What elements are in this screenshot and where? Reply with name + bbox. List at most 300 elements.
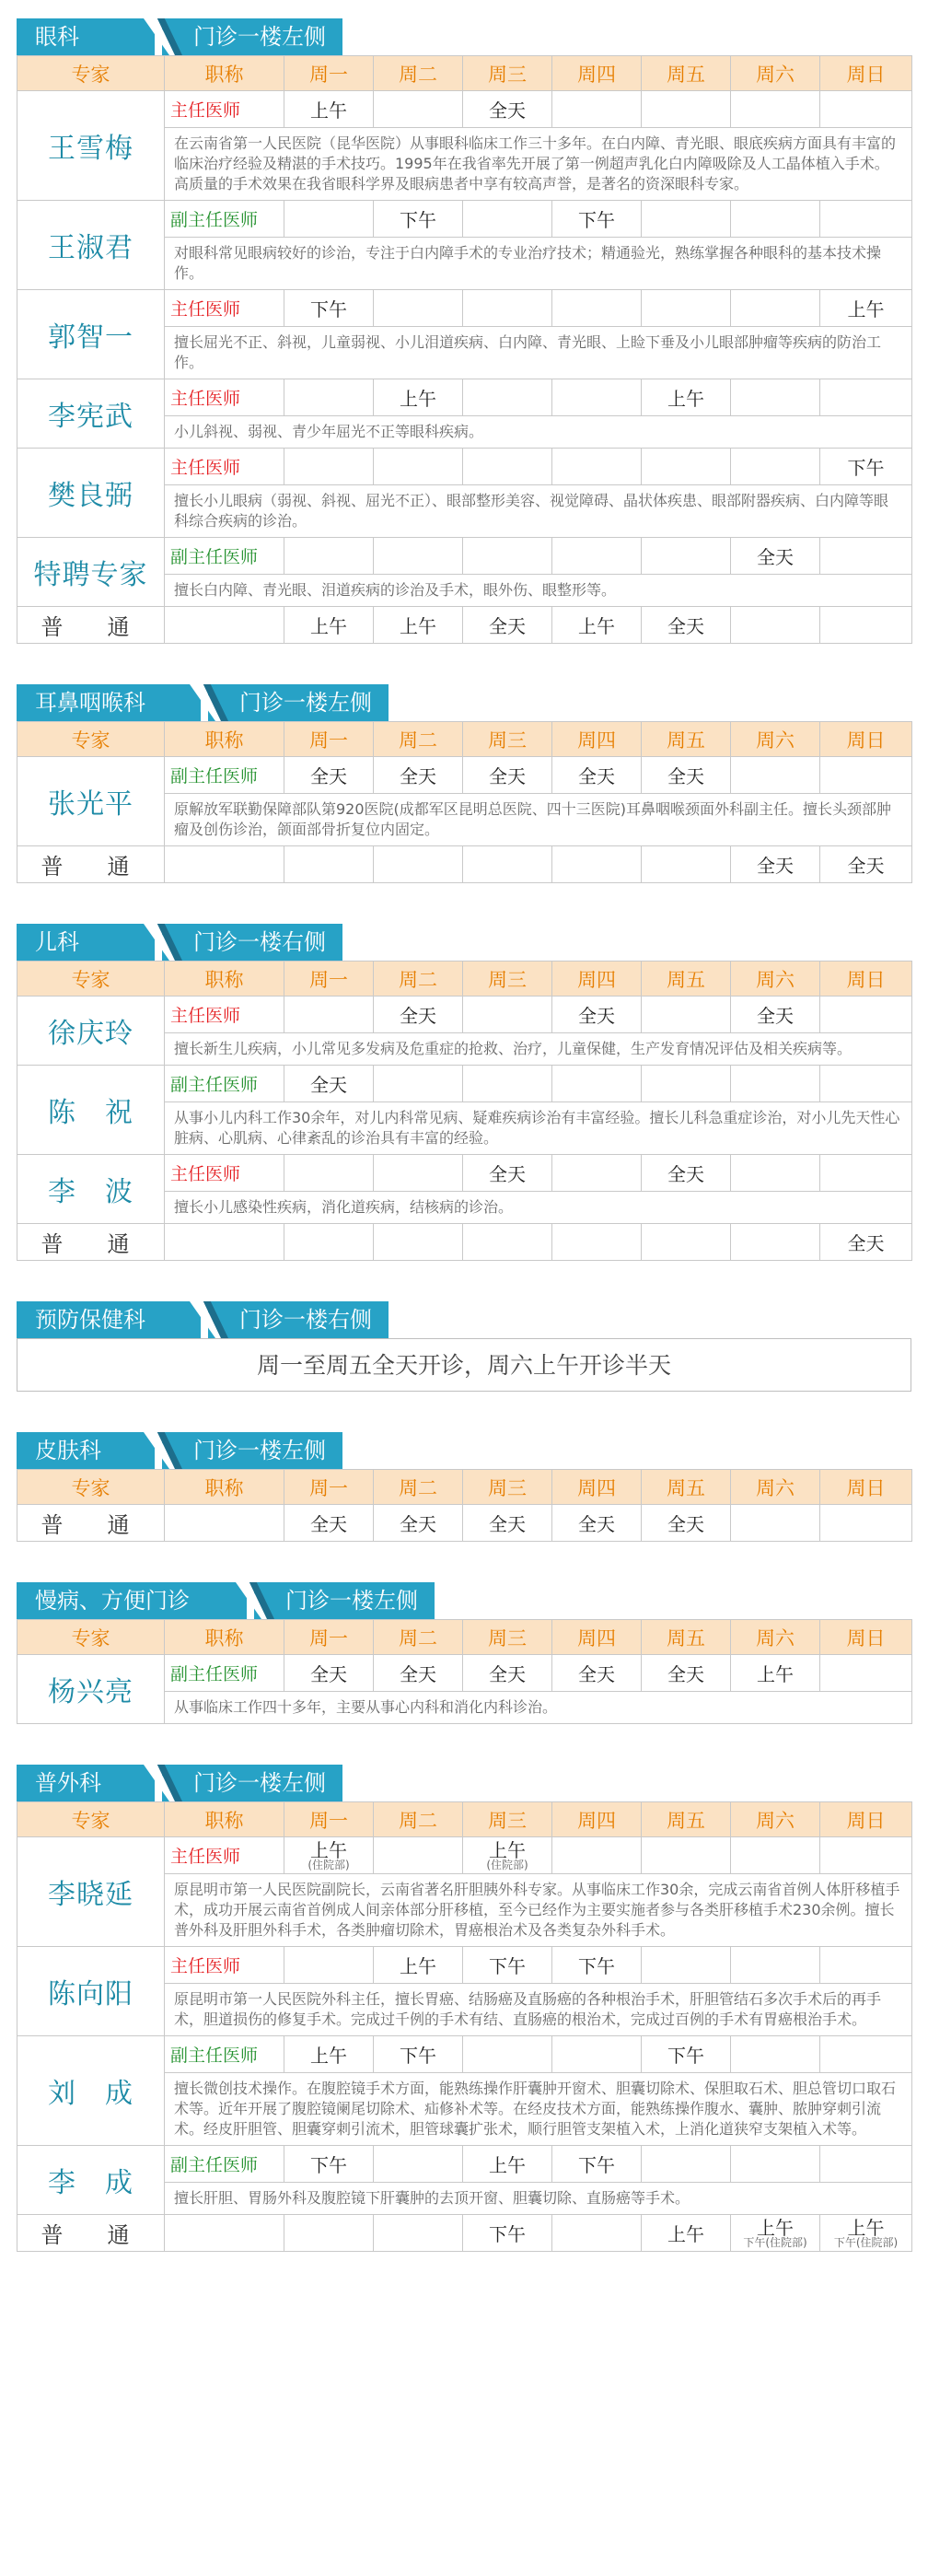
title-empty xyxy=(165,1224,284,1261)
column-header: 专家 xyxy=(17,1620,165,1655)
schedule-slot xyxy=(284,1947,374,1984)
schedule-slot[interactable]: 全天 xyxy=(642,607,731,644)
department-header xyxy=(17,1432,911,1469)
schedule-slot[interactable]: 下午 xyxy=(552,201,642,238)
schedule-slot[interactable]: 全天 xyxy=(552,1655,642,1692)
schedule-slot xyxy=(731,1505,820,1542)
schedule-slot xyxy=(463,2036,552,2073)
schedule-slot xyxy=(642,449,731,485)
column-header: 周六 xyxy=(731,56,820,91)
doctor-title: 副主任医师 xyxy=(165,757,284,794)
schedule-slot xyxy=(284,379,374,416)
schedule-slot xyxy=(284,449,374,485)
general-clinic-label: 普 通 xyxy=(17,2215,165,2252)
doctor-name[interactable]: 王淑君 xyxy=(17,201,165,290)
column-header: 周五 xyxy=(642,1620,731,1655)
schedule-slot[interactable]: 全天 xyxy=(642,757,731,794)
schedule-slot xyxy=(552,290,642,327)
department-name: 儿科 xyxy=(17,924,155,961)
schedule-table xyxy=(17,1801,912,2252)
table-header-row xyxy=(17,962,912,997)
doctor-schedule-row xyxy=(17,379,912,416)
schedule-slot xyxy=(374,1224,463,1261)
department-location: 门诊一楼右侧 xyxy=(208,1301,389,1338)
schedule-slot xyxy=(284,201,374,238)
doctor-name[interactable]: 陈向阳 xyxy=(17,1947,165,2036)
column-header: 专家 xyxy=(17,1470,165,1505)
column-header: 周二 xyxy=(374,1802,463,1837)
doctor-name[interactable]: 李晓延 xyxy=(17,1837,165,1947)
doctor-name[interactable]: 刘 成 xyxy=(17,2036,165,2146)
schedule-slot xyxy=(820,757,912,794)
schedule-slot[interactable]: 下午 xyxy=(552,1947,642,1984)
schedule-slot xyxy=(731,2036,820,2073)
department-section xyxy=(17,18,911,644)
slot-text xyxy=(820,2216,911,2249)
doctor-name[interactable]: 李 波 xyxy=(17,1155,165,1224)
doctor-description: 擅长小儿感染性疾病，消化道疾病，结核病的诊治。 xyxy=(165,1192,912,1224)
department-section xyxy=(17,1301,911,1392)
general-clinic-row xyxy=(17,1224,912,1261)
schedule-slot xyxy=(642,1224,731,1261)
doctor-description: 原昆明市第一人民医院外科主任，擅长胃癌、结肠癌及直肠癌的各种根治手术，肝胆管结石多次手术后的再手术，胆道损伤的修复手术。完成过千例的手术有结、直肠癌的根治术，完成过百例的手术有胃癌根治手术。 xyxy=(165,1984,912,2036)
column-header: 周二 xyxy=(374,56,463,91)
schedule-slot xyxy=(552,1224,642,1261)
column-header: 周一 xyxy=(284,1802,374,1837)
schedule-slot xyxy=(731,1947,820,1984)
title-empty xyxy=(165,1505,284,1542)
column-header: 周五 xyxy=(642,56,731,91)
department-name: 预防保健科 xyxy=(17,1301,201,1338)
column-header: 职称 xyxy=(165,962,284,997)
department-header xyxy=(17,1582,911,1619)
doctor-title: 副主任医师 xyxy=(165,2036,284,2073)
doctor-name[interactable]: 郭智一 xyxy=(17,290,165,379)
column-header: 周四 xyxy=(552,1470,642,1505)
department-name: 眼科 xyxy=(17,18,155,55)
column-header: 周二 xyxy=(374,962,463,997)
schedule-slot[interactable]: 上午 xyxy=(284,607,374,644)
schedule-slot xyxy=(820,2036,912,2073)
schedule-table xyxy=(17,1619,912,1724)
schedule-slot xyxy=(820,1155,912,1192)
schedule-slot xyxy=(463,449,552,485)
column-header: 周六 xyxy=(731,1470,820,1505)
slot-note: 下午(住院部) xyxy=(743,2235,807,2249)
doctor-description: 擅长屈光不正、斜视，儿童弱视、小儿泪道疾病、白内障、青光眼、上睑下垂及小儿眼部肿瘤等疾病的防治工作。 xyxy=(165,327,912,379)
schedule-slot xyxy=(642,538,731,575)
column-header: 周二 xyxy=(374,722,463,757)
doctor-title: 副主任医师 xyxy=(165,1655,284,1692)
column-header: 周三 xyxy=(463,962,552,997)
schedule-slot xyxy=(463,1066,552,1102)
doctor-schedule-row xyxy=(17,538,912,575)
schedule-slot[interactable]: 全天 xyxy=(374,1505,463,1542)
doctor-description: 擅长微创技术操作。在腹腔镜手术方面，能熟练操作肝囊肿开窗术、胆囊切除术、保胆取石术、胆总管切口取石术等。近年开展了腹腔镜阑尾切除术、疝修补术等。在经皮技术方面，能熟练操作腹水、囊肿、脓肿穿刺引流术。经皮肝胆管、胆囊穿刺引流术，胆管球囊扩张术，顺行胆管支架植入术，上消化道狭窄支架植入术等。 xyxy=(165,2073,912,2146)
department-section xyxy=(17,924,911,1261)
doctor-name[interactable]: 樊良弼 xyxy=(17,449,165,538)
schedule-slot[interactable]: 上午 xyxy=(374,607,463,644)
general-clinic-row xyxy=(17,607,912,644)
schedule-slot xyxy=(642,846,731,883)
schedule-slot[interactable]: 全天 xyxy=(463,91,552,128)
slot-text xyxy=(284,1838,373,1871)
doctor-name[interactable]: 张光平 xyxy=(17,757,165,846)
schedule-slot[interactable] xyxy=(820,2215,912,2252)
doctor-title: 副主任医师 xyxy=(165,538,284,575)
department-header xyxy=(17,924,911,961)
doctor-title: 主任医师 xyxy=(165,290,284,327)
department-section xyxy=(17,1765,911,2252)
column-header: 周日 xyxy=(820,1620,912,1655)
column-header: 周三 xyxy=(463,1802,552,1837)
doctor-title: 主任医师 xyxy=(165,449,284,485)
column-header: 周一 xyxy=(284,56,374,91)
schedule-slot[interactable]: 下午 xyxy=(284,2146,374,2183)
doctor-title: 副主任医师 xyxy=(165,201,284,238)
schedule-slot xyxy=(552,1155,642,1192)
department-name: 普外科 xyxy=(17,1765,155,1801)
slot-main: 上午 xyxy=(310,1838,347,1861)
schedule-slot xyxy=(820,1837,912,1874)
schedule-slot xyxy=(731,2146,820,2183)
schedule-slot xyxy=(642,1947,731,1984)
schedule-page xyxy=(17,18,911,2252)
schedule-slot xyxy=(374,449,463,485)
department-location: 门诊一楼左侧 xyxy=(162,1432,342,1469)
schedule-slot xyxy=(820,91,912,128)
column-header: 周三 xyxy=(463,1470,552,1505)
column-header: 专家 xyxy=(17,722,165,757)
column-header: 周三 xyxy=(463,722,552,757)
schedule-slot xyxy=(820,201,912,238)
doctor-description: 小儿斜视、弱视、青少年屈光不正等眼科疾病。 xyxy=(165,416,912,449)
column-header: 职称 xyxy=(165,722,284,757)
column-header: 专家 xyxy=(17,1802,165,1837)
schedule-slot[interactable]: 下午 xyxy=(463,1947,552,1984)
doctor-description: 擅长白内障、青光眼、泪道疾病的诊治及手术，眼外伤、眼整形等。 xyxy=(165,575,912,607)
schedule-slot xyxy=(642,201,731,238)
schedule-slot[interactable]: 全天 xyxy=(284,1655,374,1692)
schedule-slot xyxy=(463,201,552,238)
column-header: 职称 xyxy=(165,1620,284,1655)
schedule-slot xyxy=(820,1947,912,1984)
schedule-slot[interactable]: 全天 xyxy=(731,846,820,883)
schedule-slot xyxy=(642,91,731,128)
column-header: 职称 xyxy=(165,56,284,91)
column-header: 周日 xyxy=(820,56,912,91)
column-header: 周日 xyxy=(820,722,912,757)
schedule-slot[interactable]: 上午 xyxy=(284,2036,374,2073)
schedule-slot xyxy=(820,379,912,416)
column-header: 周一 xyxy=(284,962,374,997)
schedule-slot[interactable]: 全天 xyxy=(642,1155,731,1192)
column-header: 专家 xyxy=(17,962,165,997)
doctor-schedule-row xyxy=(17,449,912,485)
schedule-slot xyxy=(284,997,374,1033)
column-header: 周五 xyxy=(642,962,731,997)
schedule-slot xyxy=(731,1224,820,1261)
department-location: 门诊一楼左侧 xyxy=(162,18,342,55)
schedule-slot xyxy=(552,1066,642,1102)
schedule-slot[interactable] xyxy=(284,1837,374,1874)
column-header: 周六 xyxy=(731,722,820,757)
doctor-description: 原昆明市第一人民医院副院长，云南省著名肝胆胰外科专家。从事临床工作30余，完成云南省首例人体肝移植手术，成功开展云南省首例成人间亲体部分肝移植，至今已经作为主要实施者参与各类肝移植手术230余例。擅长普外科及肝胆外科手术，各类肿瘤切除术，胃癌根治术及各类复杂外科手术。 xyxy=(165,1874,912,1947)
schedule-slot[interactable]: 上午 xyxy=(820,290,912,327)
schedule-slot[interactable]: 上午 xyxy=(552,607,642,644)
table-header-row xyxy=(17,722,912,757)
schedule-slot xyxy=(284,1155,374,1192)
title-empty xyxy=(165,846,284,883)
schedule-slot[interactable] xyxy=(731,2215,820,2252)
schedule-slot[interactable]: 下午 xyxy=(374,201,463,238)
schedule-slot xyxy=(463,1224,552,1261)
schedule-slot[interactable]: 全天 xyxy=(463,757,552,794)
schedule-slot xyxy=(374,1837,463,1874)
doctor-name[interactable]: 李宪武 xyxy=(17,379,165,449)
doctor-schedule-row xyxy=(17,997,912,1033)
schedule-slot[interactable]: 上午 xyxy=(731,1655,820,1692)
general-clinic-label: 普 通 xyxy=(17,1224,165,1261)
schedule-slot[interactable]: 全天 xyxy=(552,1505,642,1542)
doctor-description: 擅长小儿眼病（弱视、斜视、屈光不正）、眼部整形美容、视觉障碍、晶状体疾患、眼部附器疾病、白内障等眼科综合疾病的诊治。 xyxy=(165,485,912,538)
doctor-name[interactable]: 王雪梅 xyxy=(17,91,165,201)
schedule-slot xyxy=(731,201,820,238)
schedule-slot xyxy=(374,1066,463,1102)
doctor-schedule-row xyxy=(17,2036,912,2073)
doctor-name[interactable]: 徐庆玲 xyxy=(17,997,165,1066)
schedule-slot xyxy=(374,2215,463,2252)
general-clinic-row xyxy=(17,1505,912,1542)
department-name: 慢病、方便门诊 xyxy=(17,1582,247,1619)
schedule-slot xyxy=(731,91,820,128)
column-header: 周六 xyxy=(731,962,820,997)
doctor-title: 主任医师 xyxy=(165,1837,284,1874)
schedule-slot xyxy=(552,449,642,485)
doctor-title: 主任医师 xyxy=(165,997,284,1033)
schedule-slot[interactable]: 下午 xyxy=(463,2215,552,2252)
schedule-slot[interactable]: 下午 xyxy=(284,290,374,327)
schedule-slot[interactable]: 上午 xyxy=(642,379,731,416)
schedule-slot xyxy=(731,290,820,327)
schedule-slot[interactable]: 全天 xyxy=(731,538,820,575)
slot-main: 上午 xyxy=(757,2216,794,2239)
doctor-title: 主任医师 xyxy=(165,1155,284,1192)
column-header: 周五 xyxy=(642,1802,731,1837)
column-header: 周五 xyxy=(642,722,731,757)
column-header: 周日 xyxy=(820,1470,912,1505)
column-header: 周一 xyxy=(284,1620,374,1655)
schedule-slot[interactable]: 全天 xyxy=(284,1505,374,1542)
column-header: 周六 xyxy=(731,1802,820,1837)
doctor-schedule-row xyxy=(17,1655,912,1692)
schedule-slot xyxy=(820,2146,912,2183)
schedule-slot xyxy=(463,997,552,1033)
department-header xyxy=(17,18,911,55)
column-header: 职称 xyxy=(165,1802,284,1837)
column-header: 周二 xyxy=(374,1620,463,1655)
schedule-table xyxy=(17,55,912,644)
department-section xyxy=(17,684,911,883)
doctor-name[interactable]: 特聘专家 xyxy=(17,538,165,607)
department-name: 耳鼻咽喉科 xyxy=(17,684,201,721)
slot-main: 上午 xyxy=(847,2216,885,2239)
table-header-row xyxy=(17,56,912,91)
doctor-name[interactable]: 李 成 xyxy=(17,2146,165,2215)
schedule-slot[interactable]: 下午 xyxy=(642,2036,731,2073)
schedule-slot xyxy=(463,379,552,416)
slot-note: (住院部) xyxy=(486,1858,528,1871)
general-clinic-label: 普 通 xyxy=(17,1505,165,1542)
department-header xyxy=(17,1301,911,1338)
schedule-slot[interactable]: 全天 xyxy=(374,1655,463,1692)
schedule-slot[interactable]: 全天 xyxy=(552,757,642,794)
column-header: 专家 xyxy=(17,56,165,91)
title-empty xyxy=(165,2215,284,2252)
column-header: 周四 xyxy=(552,1802,642,1837)
doctor-description: 擅长新生儿疾病，小儿常见多发病及危重症的抢救、治疗，儿童保健，生产发育情况评估及相关疾病等。 xyxy=(165,1033,912,1066)
department-location: 门诊一楼右侧 xyxy=(162,924,342,961)
department-name: 皮肤科 xyxy=(17,1432,155,1469)
schedule-slot xyxy=(374,2146,463,2183)
schedule-slot xyxy=(284,538,374,575)
doctor-description: 从事临床工作四十多年，主要从事心内科和消化内科诊治。 xyxy=(165,1692,912,1724)
schedule-slot xyxy=(642,1837,731,1874)
schedule-slot xyxy=(463,846,552,883)
doctor-schedule-row xyxy=(17,757,912,794)
general-clinic-label: 普 通 xyxy=(17,846,165,883)
doctor-description: 在云南省第一人民医院（昆华医院）从事眼科临床工作三十多年。在白内障、青光眼、眼底疾病方面具有丰富的临床治疗经验及精湛的手术技巧。1995年在我省率先开展了第一例超声乳化白内障吸除及人工晶体植入手术。高质量的手术效果在我省眼科学界及眼病患者中享有较高声誉，是著名的资深眼科专家。 xyxy=(165,128,912,201)
schedule-slot[interactable]: 全天 xyxy=(731,997,820,1033)
schedule-slot[interactable]: 全天 xyxy=(374,997,463,1033)
doctor-schedule-row xyxy=(17,1155,912,1192)
doctor-description: 对眼科常见眼病较好的诊治，专注于白内障手术的专业治疗技术；精通验光，熟练掌握各种眼科的基本技术操作。 xyxy=(165,238,912,290)
doctor-title: 主任医师 xyxy=(165,1947,284,1984)
doctor-description: 原解放军联勤保障部队第920医院(成都军区昆明总医院、四十三医院)耳鼻咽喉颈面外科副主任。擅长头颈部肿瘤及创伤诊治，颌面部骨折复位内固定。 xyxy=(165,794,912,846)
schedule-slot[interactable]: 下午 xyxy=(820,449,912,485)
department-header xyxy=(17,1765,911,1801)
schedule-slot[interactable]: 上午 xyxy=(642,2215,731,2252)
doctor-title: 副主任医师 xyxy=(165,2146,284,2183)
schedule-slot xyxy=(642,1066,731,1102)
schedule-slot xyxy=(552,1837,642,1874)
schedule-slot[interactable]: 全天 xyxy=(463,1505,552,1542)
schedule-slot[interactable] xyxy=(463,1837,552,1874)
column-header: 周三 xyxy=(463,56,552,91)
title-empty xyxy=(165,607,284,644)
schedule-slot[interactable]: 上午 xyxy=(463,2146,552,2183)
slot-text xyxy=(731,2216,819,2249)
schedule-table xyxy=(17,961,912,1261)
schedule-slot[interactable]: 全天 xyxy=(284,1066,374,1102)
schedule-slot xyxy=(374,290,463,327)
schedule-slot xyxy=(552,538,642,575)
department-section xyxy=(17,1582,911,1724)
doctor-title: 主任医师 xyxy=(165,91,284,128)
table-header-row xyxy=(17,1470,912,1505)
schedule-slot xyxy=(731,1155,820,1192)
department-notice: 周一至周五全天开诊，周六上午开诊半天 xyxy=(17,1338,911,1392)
schedule-slot xyxy=(374,846,463,883)
schedule-slot[interactable]: 全天 xyxy=(463,1155,552,1192)
schedule-slot xyxy=(552,91,642,128)
schedule-slot xyxy=(374,538,463,575)
table-header-row xyxy=(17,1802,912,1837)
doctor-schedule-row xyxy=(17,91,912,128)
general-clinic-row xyxy=(17,846,912,883)
department-location: 门诊一楼左侧 xyxy=(208,684,389,721)
schedule-slot xyxy=(463,538,552,575)
schedule-slot[interactable]: 下午 xyxy=(374,2036,463,2073)
department-location: 门诊一楼左侧 xyxy=(254,1582,435,1619)
schedule-slot xyxy=(642,290,731,327)
doctor-schedule-row xyxy=(17,1066,912,1102)
schedule-slot xyxy=(552,379,642,416)
schedule-slot xyxy=(552,846,642,883)
doctor-schedule-row xyxy=(17,1837,912,1874)
department-section xyxy=(17,1432,911,1542)
column-header: 周二 xyxy=(374,1470,463,1505)
general-clinic-label: 普 通 xyxy=(17,607,165,644)
schedule-slot[interactable]: 全天 xyxy=(463,1655,552,1692)
schedule-slot[interactable]: 全天 xyxy=(820,1224,912,1261)
doctor-name[interactable]: 杨兴亮 xyxy=(17,1655,165,1724)
schedule-slot[interactable]: 全天 xyxy=(820,846,912,883)
schedule-slot[interactable]: 上午 xyxy=(284,91,374,128)
column-header: 周一 xyxy=(284,722,374,757)
schedule-slot[interactable]: 全天 xyxy=(374,757,463,794)
schedule-slot[interactable]: 上午 xyxy=(374,379,463,416)
schedule-slot[interactable]: 全天 xyxy=(552,997,642,1033)
table-header-row xyxy=(17,1620,912,1655)
schedule-slot[interactable]: 全天 xyxy=(642,1655,731,1692)
schedule-table xyxy=(17,1469,912,1542)
doctor-name[interactable]: 陈 祝 xyxy=(17,1066,165,1155)
column-header: 周四 xyxy=(552,722,642,757)
department-header xyxy=(17,684,911,721)
schedule-slot[interactable]: 全天 xyxy=(284,757,374,794)
schedule-slot xyxy=(642,997,731,1033)
schedule-table xyxy=(17,721,912,883)
schedule-slot[interactable]: 全天 xyxy=(463,607,552,644)
slot-text xyxy=(463,1838,551,1871)
slot-note: 下午(住院部) xyxy=(833,2235,899,2249)
schedule-slot xyxy=(463,290,552,327)
schedule-slot[interactable]: 全天 xyxy=(642,1505,731,1542)
column-header: 周日 xyxy=(820,962,912,997)
column-header: 周四 xyxy=(552,962,642,997)
schedule-slot xyxy=(374,1155,463,1192)
doctor-title: 主任医师 xyxy=(165,379,284,416)
schedule-slot xyxy=(820,1066,912,1102)
schedule-slot xyxy=(820,1505,912,1542)
schedule-slot[interactable]: 上午 xyxy=(374,1947,463,1984)
schedule-slot xyxy=(552,2036,642,2073)
schedule-slot[interactable]: 下午 xyxy=(552,2146,642,2183)
schedule-slot xyxy=(552,2215,642,2252)
schedule-slot xyxy=(374,91,463,128)
column-header: 周五 xyxy=(642,1470,731,1505)
column-header: 周四 xyxy=(552,1620,642,1655)
schedule-slot xyxy=(731,379,820,416)
doctor-title: 副主任医师 xyxy=(165,1066,284,1102)
doctor-description: 从事小儿内科工作30余年，对儿内科常见病、疑难疾病诊治有丰富经验。擅长儿科急重症诊治，对小儿先天性心脏病、心肌病、心律紊乱的诊治具有丰富的经验。 xyxy=(165,1102,912,1155)
schedule-slot xyxy=(820,538,912,575)
column-header: 周六 xyxy=(731,1620,820,1655)
column-header: 周三 xyxy=(463,1620,552,1655)
schedule-slot xyxy=(820,997,912,1033)
schedule-slot xyxy=(731,449,820,485)
